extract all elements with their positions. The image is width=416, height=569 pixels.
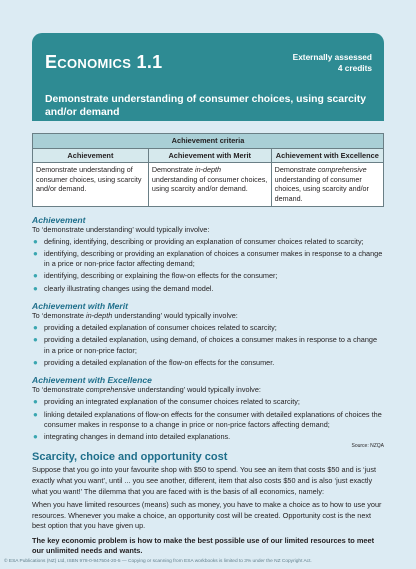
bullet-icon: ● (33, 397, 38, 407)
bullet-icon: ● (33, 323, 38, 333)
column-header: Achievement (33, 148, 149, 163)
criteria-cell (271, 163, 383, 206)
intro-text: To ‘demonstrate understanding’ would typically involve: (32, 224, 210, 234)
bullet-icon: ● (33, 432, 38, 442)
list-item (32, 410, 384, 431)
list-item-text: providing a detailed explanation of the flow-on effects for the consumer. (44, 357, 275, 367)
section-intro (32, 225, 384, 235)
list-item-text: integrating changes in demand into detailed explanations. (44, 432, 231, 442)
column-header: Achievement with Merit (148, 148, 271, 163)
cell-emphasis: in-depth (194, 165, 221, 175)
section-intro (32, 311, 384, 321)
unit-subtitle: Demonstrate understanding of consumer choices, using scarcity and/or demand (45, 94, 367, 118)
list-item (32, 271, 384, 281)
list-item-text: linking detailed explanations of flow-on effects for the consumer with detailed explanations of choices the consumer makes in response to a change in price or non-price factors affecting demand; (44, 409, 382, 429)
list-item (32, 323, 384, 333)
cell-text: Demonstrate understanding of consumer choices, using scarcity and/or demand. (36, 165, 142, 194)
list-item (32, 358, 384, 368)
paragraph: When you have limited resources (means) such as money, you have to make a choice as to how to use your resources. Whenever you make a choice, an opportunity cost will be created. Opportunity cost is the next best option that you have given up. (32, 500, 382, 531)
cell-text: understanding of consumer choices, using scarcity and/or demand. (274, 174, 369, 203)
section-heading: Achievement with Merit (32, 301, 128, 312)
intro-emphasis: comprehensive (85, 385, 136, 395)
key-statement: The key economic problem is how to make the best possible use of our limited resources to meet our unlimited needs and wants. (32, 535, 375, 556)
criteria-caption: Achievement criteria (33, 134, 384, 149)
page-header (32, 33, 384, 121)
list-item-text: identifying, describing or explaining the flow-on effects for the consumer; (44, 271, 278, 281)
unit-title-word: Economics (45, 52, 132, 72)
assessment-info (293, 52, 372, 74)
unit-title (45, 52, 162, 73)
cell-emphasis: comprehensive (317, 165, 367, 175)
list-item (32, 432, 384, 442)
bullet-list (32, 237, 384, 294)
criteria-cell (33, 163, 149, 206)
list-item-text: providing an integrated explanation of the consumer choices related to scarcity; (44, 397, 300, 407)
unit-title-number: 1.1 (136, 52, 163, 72)
section-heading: Scarcity, choice and opportunity cost (32, 451, 228, 464)
list-item (32, 284, 384, 294)
criteria-table (32, 133, 384, 207)
list-item (32, 237, 384, 247)
list-item-text: providing a detailed explanation of consumer choices related to scarcity; (44, 323, 277, 333)
intro-text: To ‘demonstrate (32, 385, 86, 395)
intro-text: To ‘demonstrate (32, 311, 86, 321)
copyright-footer: © ESA Publications (NZ) Ltd, ISBN 978-0-947504-20-5 — Copying or scanning from ESA workbooks is limited to 3% under the NZ Copyright Act. (4, 559, 312, 564)
bullet-icon: ● (33, 335, 38, 345)
column-header: Achievement with Excellence (271, 148, 383, 163)
bullet-icon: ● (33, 271, 38, 281)
list-item (32, 249, 384, 270)
section-merit (32, 301, 384, 368)
list-item-text: providing a detailed explanation, using demand, of choices a consumer makes in response to a change in a price or non-price factor; (44, 335, 378, 355)
list-item (32, 397, 384, 407)
assessment-type: Externally assessed (292, 52, 372, 62)
bullet-icon: ● (33, 236, 38, 246)
section-excellence (32, 375, 384, 449)
list-item-text: clearly illustrating changes using the demand model. (44, 283, 214, 293)
cell-text: understanding of consumer choices, using scarcity and/or demand. (151, 174, 268, 194)
bullet-icon: ● (33, 283, 38, 293)
credits: 4 credits (337, 63, 372, 73)
bullet-list (32, 397, 384, 442)
section-heading: Achievement (32, 214, 86, 225)
cell-text: Demonstrate (274, 165, 318, 175)
intro-emphasis: in-depth (85, 311, 113, 321)
section-heading: Achievement with Excellence (32, 375, 152, 386)
section-scarcity (32, 451, 384, 556)
bullet-icon: ● (33, 248, 38, 258)
intro-text: understanding’ would typically involve: (112, 311, 238, 321)
cell-text: Demonstrate (151, 165, 195, 175)
section-achievement (32, 215, 384, 294)
intro-text: understanding’ would typically involve: (135, 385, 261, 395)
list-item-text: defining, identifying, describing or providing an explanation of consumer choices related to scarcity; (44, 236, 364, 246)
bullet-list (32, 323, 384, 368)
source-note: Source: NZQA (351, 443, 384, 450)
paragraph: Suppose that you go into your favourite shop with $50 to spend. You see an item that costs $50 and is ‘just exactly what you want’, until ... you see another, different, item that also costs $50 and is also ‘just exactly what you want!’ The dilemma that you are faced with is the basis of all economics, namely: (32, 465, 376, 496)
bullet-icon: ● (33, 409, 38, 419)
section-intro (32, 385, 384, 395)
criteria-cell (148, 163, 271, 206)
bullet-icon: ● (33, 357, 38, 367)
page-content (32, 133, 384, 557)
list-item (32, 335, 384, 356)
list-item-text: identifying, describing or providing an explanation of choices a consumer makes in response to a change in a price or non-price factor affecting demand; (44, 248, 383, 269)
